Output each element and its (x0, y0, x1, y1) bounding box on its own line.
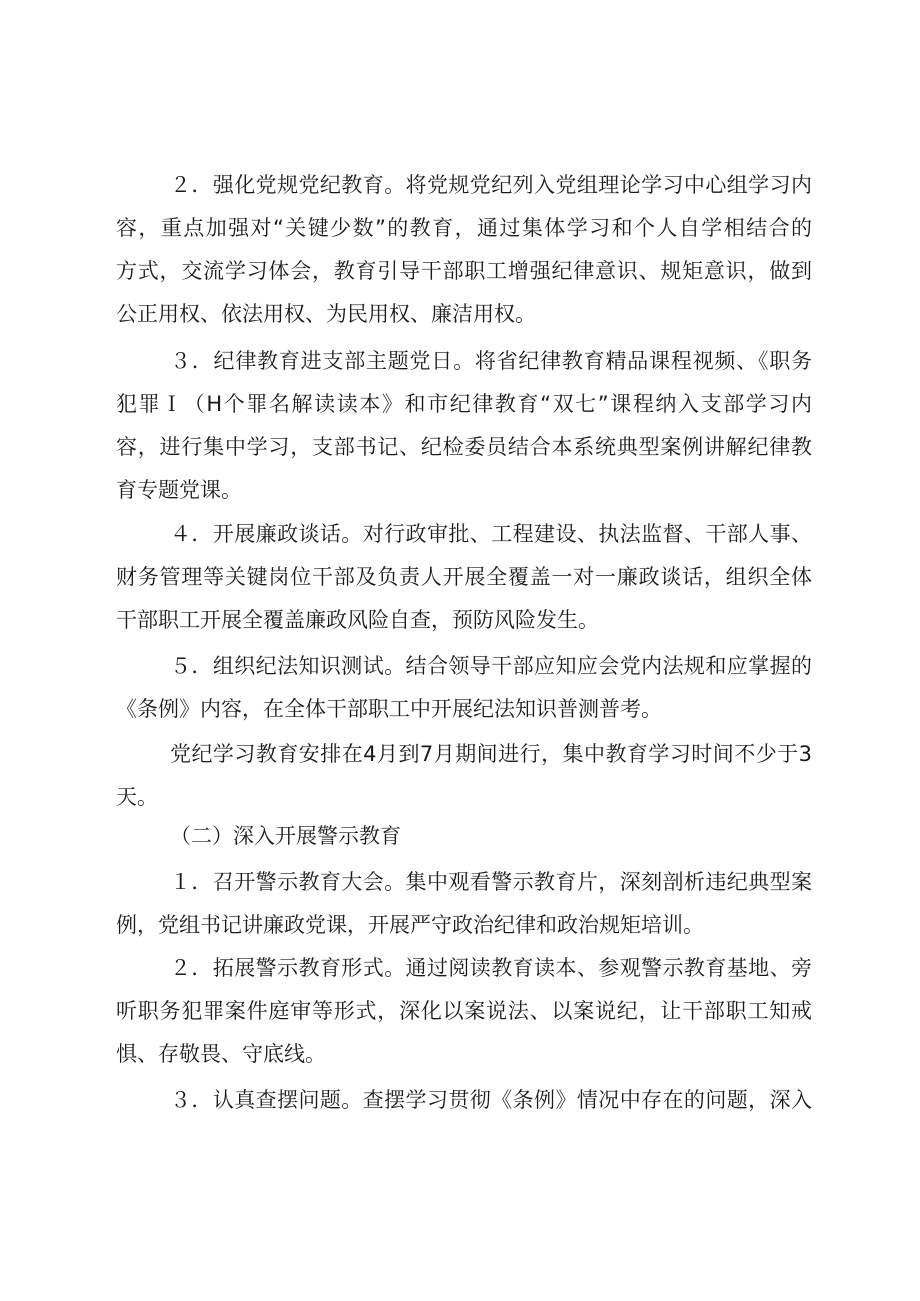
paragraph-line: 公正用权、依法用权、为民用权、廉洁用权。 (116, 302, 536, 326)
paragraph-line: ５．组织纪法知识测试。结合领导干部应知应会党内法规和应掌握的 (170, 654, 812, 678)
paragraph-warning-conference (116, 861, 812, 947)
paragraph-knowledge-test (116, 645, 812, 731)
paragraph-line: ３．认真查摆问题。查摆学习贯彻《条例》情况中存在的问题，深入 (170, 1088, 812, 1112)
paragraph-line: ４．开展廉政谈话。对行政审批、工程建设、执法监督、干部人事、 (170, 522, 812, 546)
paragraph-integrity-talks (116, 513, 812, 642)
paragraph-line: 例，党组书记讲廉政党课，开展严守政治纪律和政治规矩培训。 (116, 913, 704, 937)
paragraph-line: １．召开警示教育大会。集中观看警示教育片，深刻剖析违纪典型案 (170, 870, 812, 894)
paragraph-line: 财务管理等关键岗位干部及负责人开展全覆盖一对一廉政谈话，组织全体 (116, 565, 812, 589)
section-heading-text: （二）深入开展警示教育 (170, 824, 401, 848)
section-heading (116, 815, 812, 858)
paragraph-line: 《条例》内容，在全体干部职工中开展纪法知识普测普考。 (116, 697, 662, 721)
paragraph-line: 惧、存敬畏、守底线。 (116, 1042, 326, 1066)
paragraph-line: 容，进行集中学习，支部书记、纪检委员结合本系统典型案例讲解纪律教 (116, 435, 812, 459)
paragraph-line: ３．纪律教育进支部主题党日。将省纪律教育精品课程视频、《职务 (170, 349, 812, 373)
paragraph-line: 天。 (116, 785, 158, 809)
paragraph-line: ２．拓展警示教育形式。通过阅读教育读本、参观警示教育基地、旁 (170, 956, 812, 980)
paragraph-line: 育专题党课。 (116, 478, 242, 502)
paragraph-identify-problems (116, 1079, 812, 1122)
paragraph-line: 干部职工开展全覆盖廉政风险自查，预防风险发生。 (116, 608, 599, 632)
paragraph-schedule-note (116, 733, 812, 819)
paragraph-warning-forms (116, 947, 812, 1076)
paragraph-discipline-party-day (116, 340, 812, 512)
paragraph-line: ２．强化党规党纪教育。将党规党纪列入党组理论学习中心组学习内 (170, 173, 812, 197)
paragraph-line: 犯罪Ｉ（H个罪名解读读本》和市纪律教育“双七”课程纳入支部学习内 (116, 392, 812, 416)
paragraph-line: 方式，交流学习体会，教育引导干部职工增强纪律意识、规矩意识，做到 (116, 259, 812, 283)
paragraph-line: 容，重点加强对“关键少数”的教育，通过集体学习和个人自学相结合的 (116, 216, 812, 240)
paragraph-line: 党纪学习教育安排在4月到7月期间进行，集中教育学习时间不少于3 (170, 742, 812, 766)
paragraph-line: 听职务犯罪案件庭审等形式，深化以案说法、以案说纪，让干部职工知戒 (116, 999, 812, 1023)
paragraph-strengthen-party-rules (116, 164, 812, 336)
